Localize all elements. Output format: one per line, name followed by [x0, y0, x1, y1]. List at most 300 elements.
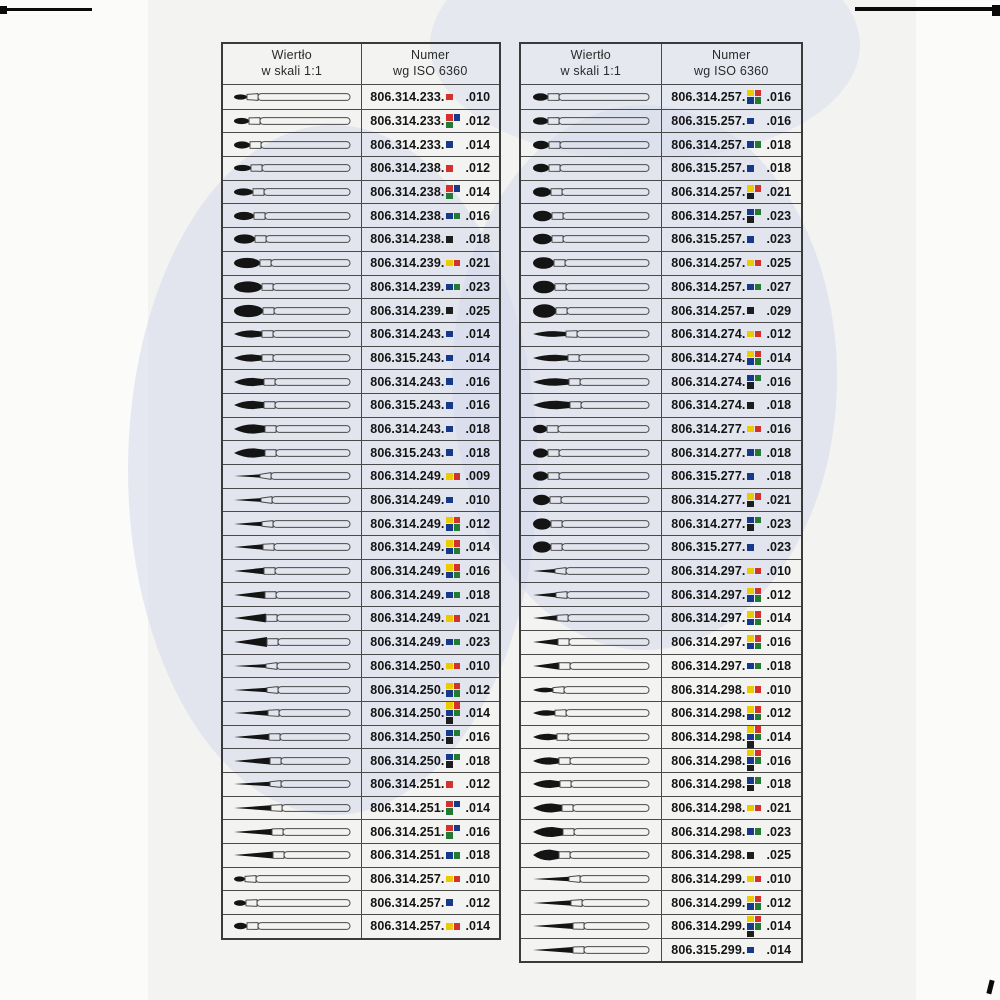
iso-number-cell: [662, 607, 802, 630]
bur-illustration: [528, 253, 654, 273]
grit-square-row: [446, 517, 460, 524]
grit-square-black: [747, 501, 754, 508]
iso-size: .018: [465, 753, 491, 768]
grit-square-black: [747, 307, 754, 314]
bur-drawing-cell: [521, 85, 662, 109]
iso-number: 806.314.257.: [370, 895, 445, 910]
bur-drawing-cell: [223, 276, 362, 299]
grit-square-row: [747, 236, 754, 243]
table-row: [521, 772, 801, 796]
table-header: [521, 44, 801, 85]
bur-illustration: [528, 869, 654, 889]
iso-number: 806.314.298.: [671, 800, 746, 815]
table-row: [521, 369, 801, 393]
grit-square-red: [755, 611, 762, 618]
iso-number: 806.314.297.: [671, 564, 746, 579]
grit-square-row: [747, 473, 754, 480]
grit-square-blue: [446, 754, 453, 761]
grit-color-squares: [446, 449, 463, 456]
grit-square-row: [747, 785, 754, 792]
bur-illustration: [528, 727, 654, 747]
iso-number: 806.314.257.: [671, 279, 746, 294]
header-line: Wiertło: [271, 48, 312, 63]
iso-size: .010: [766, 872, 792, 887]
table-row: [521, 511, 801, 535]
grit-square-yellow: [446, 615, 453, 622]
bur-illustration: [229, 253, 355, 273]
iso-number: 806.314.239.: [370, 256, 445, 271]
grit-square-row: [747, 777, 761, 784]
bur-illustration: [528, 893, 654, 913]
iso-size: .018: [766, 445, 792, 460]
iso-number: 806.314.298.: [671, 682, 746, 697]
grit-color-squares: [446, 141, 463, 148]
bur-drawing-cell: [521, 583, 662, 606]
grit-square-row: [747, 426, 761, 433]
grit-square-green: [755, 777, 762, 784]
bur-illustration: [528, 419, 654, 439]
grit-square-row: [446, 260, 460, 267]
iso-number: 806.314.249.: [370, 587, 445, 602]
grit-square-yellow: [446, 683, 453, 690]
grit-square-blue: [446, 378, 453, 385]
bur-drawing-cell: [223, 702, 362, 725]
grit-square-red: [755, 90, 762, 97]
table-row: [521, 298, 801, 322]
grit-color-squares: [446, 213, 463, 220]
table-row: [223, 654, 499, 678]
grit-square-row: [747, 375, 761, 382]
iso-number-cell: [662, 347, 802, 370]
grit-color-squares: [446, 683, 463, 697]
grit-square-row: [446, 94, 453, 101]
grit-square-black: [747, 741, 754, 748]
grit-square-green: [755, 757, 762, 764]
table-row: [223, 914, 499, 938]
grit-square-yellow: [747, 611, 754, 618]
grit-color-squares: [446, 852, 463, 859]
grit-color-squares: [747, 568, 764, 575]
bur-illustration: [229, 537, 355, 557]
grit-square-red: [755, 635, 762, 642]
bur-illustration: [528, 395, 654, 415]
iso-number: 806.314.298.: [671, 706, 746, 721]
iso-number-cell: [662, 820, 802, 843]
iso-number: 806.314.243.: [370, 374, 445, 389]
grit-square-blue: [446, 639, 453, 646]
grit-square-red: [454, 683, 461, 690]
grit-square-red: [446, 801, 453, 808]
grit-square-row: [446, 730, 460, 737]
bur-drawing-cell: [521, 939, 662, 962]
grit-square-red: [454, 473, 461, 480]
table-row: [223, 369, 499, 393]
grit-square-black: [747, 216, 754, 223]
iso-size: .010: [766, 564, 792, 579]
grit-color-squares: [446, 307, 463, 314]
iso-number: 806.315.257.: [671, 161, 746, 176]
grit-color-squares: [747, 141, 764, 148]
table-row: [223, 464, 499, 488]
table-row: [521, 796, 801, 820]
table-row: [521, 251, 801, 275]
grit-square-green: [454, 690, 461, 697]
bur-illustration: [528, 751, 654, 771]
grit-square-blue: [747, 923, 754, 930]
bur-illustration: [528, 656, 654, 676]
grit-square-row: [747, 358, 761, 365]
bur-illustration: [229, 751, 355, 771]
bur-illustration: [229, 372, 355, 392]
bur-illustration: [229, 206, 355, 226]
table-row: [521, 938, 801, 962]
grit-square-yellow: [446, 702, 453, 709]
grit-square-row: [747, 611, 761, 618]
grit-square-row: [747, 331, 761, 338]
bur-drawing-cell: [223, 110, 362, 133]
grit-square-row: [446, 402, 453, 409]
grit-square-row: [446, 876, 460, 883]
grit-square-green: [454, 572, 461, 579]
grit-square-green: [454, 639, 461, 646]
grit-square-row: [747, 524, 754, 531]
iso-number: 806.314.257.: [671, 185, 746, 200]
grit-color-squares: [747, 750, 764, 772]
iso-number: 806.314.297.: [671, 635, 746, 650]
grit-square-yellow: [446, 876, 453, 883]
iso-number-cell: [662, 252, 802, 275]
grit-square-black: [747, 931, 754, 938]
iso-number: 806.314.298.: [671, 848, 746, 863]
grit-color-squares: [747, 588, 764, 602]
header-line: wg ISO 6360: [694, 64, 769, 78]
table-row: [521, 393, 801, 417]
bur-illustration: [528, 798, 654, 818]
iso-number-cell: [662, 939, 802, 962]
iso-number-cell: [362, 868, 500, 891]
grit-square-row: [446, 852, 460, 859]
grit-square-blue: [446, 710, 453, 717]
iso-number: 806.314.299.: [671, 895, 746, 910]
table-row: [521, 180, 801, 204]
iso-size: .023: [766, 232, 792, 247]
table-row: [521, 132, 801, 156]
grit-square-row: [747, 260, 761, 267]
grit-square-row: [446, 832, 453, 839]
header-line: Numer: [410, 48, 450, 63]
bur-drawing-cell: [223, 323, 362, 346]
grit-square-red: [755, 331, 762, 338]
iso-number-cell: [662, 204, 802, 227]
grit-square-blue: [446, 402, 453, 409]
grit-square-green: [755, 375, 762, 382]
bur-drawing-cell: [521, 181, 662, 204]
iso-size: .014: [465, 327, 491, 342]
bur-illustration: [229, 774, 355, 794]
grit-color-squares: [747, 307, 764, 314]
grit-square-row: [446, 899, 453, 906]
grit-color-squares: [446, 114, 463, 128]
grit-color-squares: [446, 564, 463, 578]
grit-color-squares: [446, 165, 463, 172]
iso-number-cell: [662, 299, 802, 322]
iso-number: 806.314.238.: [370, 232, 445, 247]
bur-illustration: [528, 158, 654, 178]
grit-square-red: [755, 185, 762, 192]
grit-square-red: [755, 726, 762, 733]
grit-square-green: [446, 808, 453, 815]
iso-size: .025: [766, 848, 792, 863]
iso-number: 806.314.238.: [370, 185, 445, 200]
iso-number: 806.314.298.: [671, 777, 746, 792]
grit-square-green: [755, 643, 762, 650]
iso-number: 806.314.298.: [671, 729, 746, 744]
grit-color-squares: [446, 540, 463, 554]
grit-square-blue: [454, 825, 461, 832]
bur-drawing-cell: [521, 204, 662, 227]
table-row: [223, 677, 499, 701]
grit-square-blue: [747, 449, 754, 456]
table-row: [223, 582, 499, 606]
table-row: [521, 440, 801, 464]
grit-square-row: [747, 165, 754, 172]
iso-number-cell: [662, 702, 802, 725]
iso-number-cell: [662, 228, 802, 251]
grit-square-yellow: [446, 923, 453, 930]
bur-drawing-cell: [521, 773, 662, 796]
grit-square-blue: [747, 236, 754, 243]
table-row: [223, 132, 499, 156]
bur-illustration: [528, 537, 654, 557]
grit-square-row: [747, 741, 754, 748]
grit-square-yellow: [446, 260, 453, 267]
grit-square-yellow: [747, 351, 754, 358]
iso-number: 806.314.243.: [370, 421, 445, 436]
grit-square-row: [747, 118, 754, 125]
grit-square-green: [454, 852, 461, 859]
grit-square-black: [446, 717, 453, 724]
grit-square-green: [454, 730, 461, 737]
iso-size: .012: [465, 516, 491, 531]
iso-size: .014: [766, 350, 792, 365]
grit-square-black: [747, 193, 754, 200]
iso-size: .012: [465, 682, 491, 697]
grit-square-green: [454, 754, 461, 761]
grit-color-squares: [747, 663, 764, 670]
iso-number-cell: [362, 276, 500, 299]
grit-color-squares: [747, 852, 764, 859]
grit-square-black: [747, 382, 754, 389]
iso-number: 806.314.238.: [370, 208, 445, 223]
table-row: [223, 203, 499, 227]
grit-square-row: [747, 544, 754, 551]
grit-square-red: [446, 165, 453, 172]
iso-number: 806.315.299.: [671, 943, 746, 958]
iso-size: .016: [465, 564, 491, 579]
bur-drawing-cell: [521, 157, 662, 180]
iso-number: 806.314.298.: [671, 753, 746, 768]
grit-square-yellow: [747, 706, 754, 713]
bur-illustration: [229, 443, 355, 463]
iso-number-cell: [662, 157, 802, 180]
iso-number: 806.314.257.: [671, 89, 746, 104]
grit-square-row: [747, 141, 761, 148]
grit-color-squares: [747, 375, 764, 389]
grit-square-black: [446, 307, 453, 314]
iso-number-cell: [362, 512, 500, 535]
table-row: [521, 630, 801, 654]
grit-square-blue: [446, 572, 453, 579]
iso-size: .014: [766, 611, 792, 626]
grit-square-blue: [747, 777, 754, 784]
header-line: Wiertło: [570, 48, 611, 63]
grit-square-yellow: [747, 916, 754, 923]
bur-drawing-cell: [223, 773, 362, 796]
bur-illustration: [528, 585, 654, 605]
iso-number: 806.314.257.: [370, 872, 445, 887]
grit-square-blue: [747, 714, 754, 721]
grit-square-row: [446, 165, 453, 172]
bur-illustration: [528, 229, 654, 249]
table-row: [223, 109, 499, 133]
bur-illustration: [229, 798, 355, 818]
bur-drawing-cell: [521, 276, 662, 299]
grit-square-row: [446, 754, 460, 761]
iso-number-cell: [362, 726, 500, 749]
table-row: [223, 227, 499, 251]
bur-drawing-cell: [223, 820, 362, 843]
grit-square-blue: [446, 524, 453, 531]
iso-size: .018: [465, 232, 491, 247]
table-row: [521, 85, 801, 109]
table-row: [223, 488, 499, 512]
bur-drawing-cell: [223, 441, 362, 464]
iso-size: .018: [766, 469, 792, 484]
iso-number-cell: [362, 299, 500, 322]
bur-drawing-cell: [223, 726, 362, 749]
grit-square-row: [747, 635, 761, 642]
grit-square-black: [747, 402, 754, 409]
scan-artifact-top-right-blob: [992, 5, 1000, 16]
grit-square-blue: [446, 426, 453, 433]
grit-color-squares: [446, 426, 463, 433]
iso-size: .025: [766, 256, 792, 271]
grit-square-row: [446, 236, 453, 243]
iso-size: .016: [465, 398, 491, 413]
grit-square-row: [747, 876, 761, 883]
bur-illustration: [528, 466, 654, 486]
grit-square-row: [747, 193, 754, 200]
grit-square-row: [446, 473, 460, 480]
grit-color-squares: [446, 284, 463, 291]
bur-illustration: [528, 277, 654, 297]
table-row: [223, 180, 499, 204]
grit-square-green: [454, 592, 461, 599]
grit-square-row: [747, 903, 761, 910]
table-row: [223, 511, 499, 535]
grit-color-squares: [747, 90, 764, 104]
grit-color-squares: [747, 449, 764, 456]
grit-square-row: [446, 808, 453, 815]
grit-square-red: [755, 805, 762, 812]
grit-square-blue: [747, 734, 754, 741]
grit-square-green: [454, 548, 461, 555]
iso-number: 806.314.299.: [671, 919, 746, 934]
grit-square-row: [747, 307, 754, 314]
table-row: [223, 298, 499, 322]
iso-number-cell: [362, 678, 500, 701]
grit-square-row: [446, 690, 460, 697]
grit-square-green: [755, 923, 762, 930]
grit-color-squares: [446, 876, 463, 883]
bur-illustration: [229, 419, 355, 439]
grit-color-squares: [446, 615, 463, 622]
grit-square-green: [454, 284, 461, 291]
iso-size: .018: [465, 445, 491, 460]
iso-size: .023: [766, 540, 792, 555]
bur-illustration: [229, 87, 355, 107]
grit-square-red: [755, 588, 762, 595]
table-row: [223, 606, 499, 630]
iso-size: .023: [465, 279, 491, 294]
table-row: [223, 417, 499, 441]
iso-size: .018: [465, 421, 491, 436]
grit-square-blue: [747, 141, 754, 148]
grit-square-row: [446, 331, 453, 338]
bur-drawing-cell: [223, 797, 362, 820]
grit-square-yellow: [747, 750, 754, 757]
iso-number-cell: [662, 655, 802, 678]
bur-drawing-cell: [521, 891, 662, 914]
bur-drawing-cell: [521, 868, 662, 891]
table-row: [223, 85, 499, 109]
iso-size: .012: [465, 895, 491, 910]
bur-illustration: [229, 822, 355, 842]
bur-drawing-cell: [223, 607, 362, 630]
scan-artifact-top-left-line: [0, 8, 92, 11]
bur-drawing-cell: [223, 181, 362, 204]
iso-number: 806.314.249.: [370, 516, 445, 531]
bur-illustration: [229, 395, 355, 415]
table-row: [521, 867, 801, 891]
grit-square-blue: [747, 118, 754, 125]
iso-number: 806.314.277.: [671, 516, 746, 531]
grit-color-squares: [747, 517, 764, 531]
table-row: [223, 630, 499, 654]
grit-color-squares: [747, 635, 764, 649]
bur-illustration: [528, 301, 654, 321]
bur-drawing-cell: [521, 347, 662, 370]
grit-square-yellow: [747, 686, 754, 693]
table-row: [223, 535, 499, 559]
grit-square-row: [747, 686, 761, 693]
bur-drawing-cell: [521, 465, 662, 488]
bur-drawing-cell: [223, 749, 362, 772]
bur-drawing-cell: [223, 631, 362, 654]
iso-size: .016: [766, 374, 792, 389]
iso-number-cell: [362, 323, 500, 346]
bur-illustration: [528, 632, 654, 652]
iso-number-cell: [362, 441, 500, 464]
grit-square-yellow: [747, 426, 754, 433]
grit-square-row: [747, 916, 761, 923]
grit-square-row: [747, 501, 754, 508]
table-row: [521, 559, 801, 583]
bur-drawing-cell: [521, 726, 662, 749]
grit-square-blue: [747, 828, 754, 835]
grit-square-red: [755, 260, 762, 267]
iso-size: .009: [465, 469, 491, 484]
